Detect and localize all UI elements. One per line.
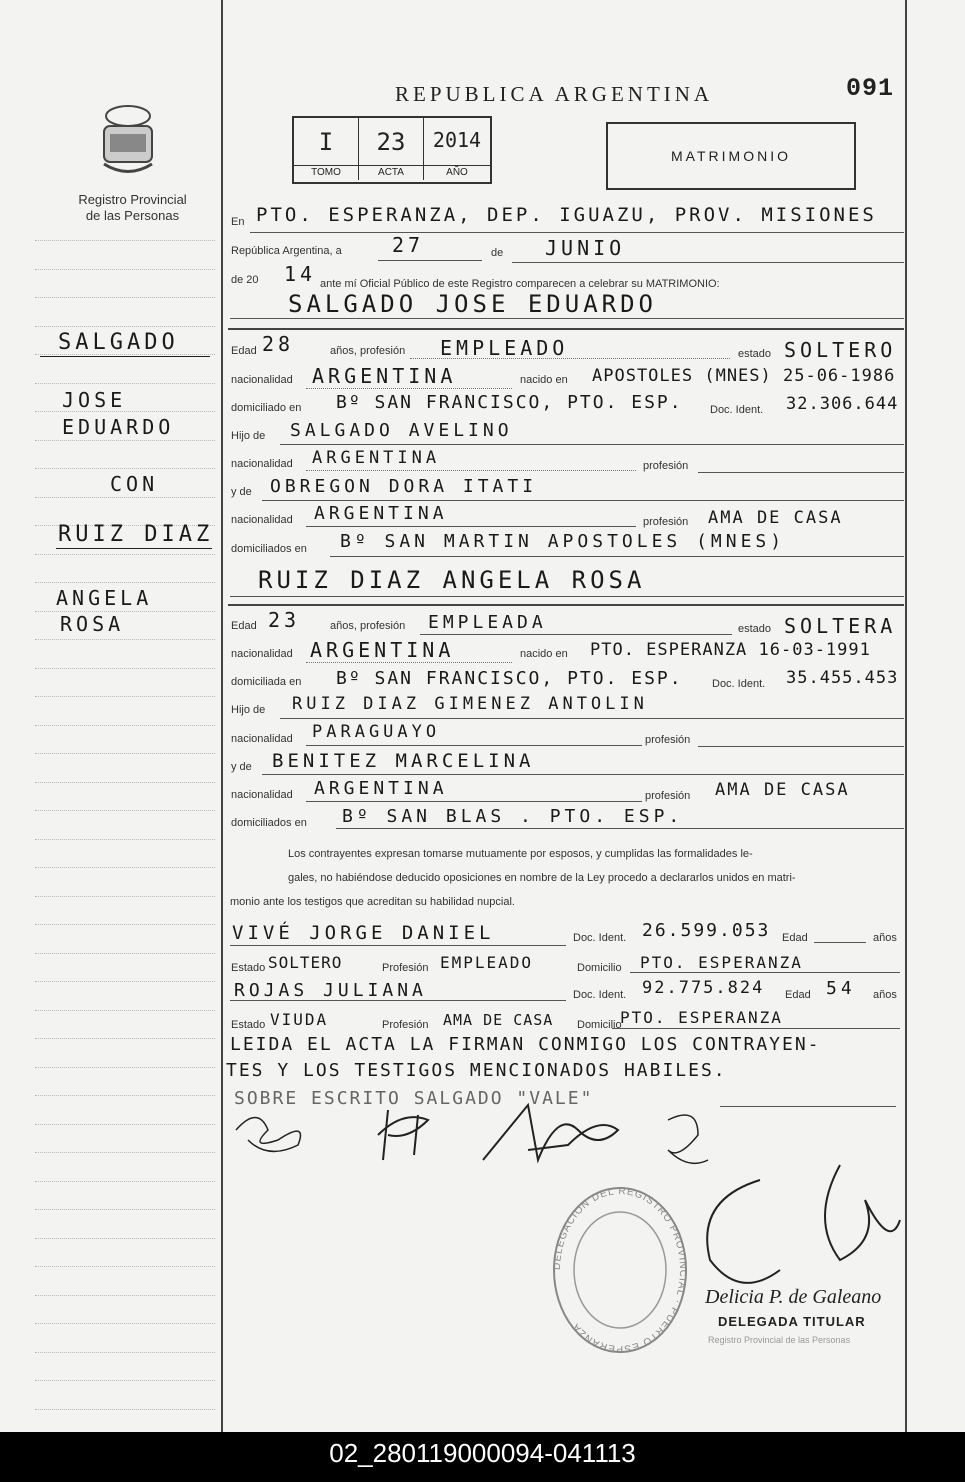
margin-ruled-line [35, 297, 215, 298]
padre-prof-line [698, 472, 904, 473]
acta-cell [359, 118, 424, 180]
groom-nacido: APOSTOLES (MNES) 25-06-1986 [592, 366, 896, 386]
bride-domicilio: Bº SAN FRANCISCO, PTO. ESP. [336, 668, 683, 689]
margin-bride-surname: RUIZ DIAZ [58, 522, 214, 547]
de-label: de [491, 247, 504, 259]
margin-ruled-line [35, 668, 215, 669]
groom-edad-label: Edad [231, 345, 257, 357]
margin-bride-name-2: ROSA [60, 612, 125, 636]
margin-ruled-line [35, 1295, 215, 1296]
bride-yde-label: y de [231, 761, 252, 773]
margin-ruled-line [35, 383, 215, 384]
bride-nacionalidad: ARGENTINA [310, 638, 455, 662]
witness1-doc: 26.599.053 [642, 920, 771, 941]
margin-ruled-line [35, 981, 215, 982]
witness2-edad: 54 [826, 978, 856, 999]
witness1-estado: SOLTERO [268, 953, 343, 972]
padre-prof-line [698, 746, 904, 747]
margin-underline [40, 356, 210, 357]
en-label: En [231, 216, 245, 228]
closing-line [720, 1106, 896, 1107]
margin-ruled-line [35, 468, 215, 469]
witness1-edad-label: Edad [782, 932, 808, 944]
witness-line [230, 945, 566, 946]
groom-dom-label: domiciliado en [231, 402, 302, 414]
witness2-domicilio: PTO. ESPERANZA [620, 1008, 783, 1027]
day-line [378, 260, 482, 261]
margin-ruled-line [35, 582, 215, 583]
groom-madre: OBREGON DORA ITATI [270, 476, 538, 497]
groom-padre-nac: ARGENTINA [312, 448, 441, 468]
bride-madre-nac-label: nacionalidad [231, 789, 293, 801]
groom-estado-label: estado [738, 348, 772, 360]
bride-madre-prof-label: profesión [645, 790, 691, 802]
witness1-doc-label: Doc. Ident. [573, 932, 627, 944]
bride-dom-label: domiciliada en [231, 676, 302, 688]
margin-ruled-line [35, 1409, 215, 1410]
witness2-profesion: AMA DE CASA [443, 1011, 554, 1029]
margin-ruled-line [35, 1038, 215, 1039]
margin-ruled-line [35, 326, 215, 327]
groom-full-name: SALGADO JOSE EDUARDO [288, 290, 657, 318]
padre-nac-line [306, 470, 636, 471]
margin-groom-surname: SALGADO [58, 330, 179, 355]
declaration-line-3: monio ante los testigos que acreditan su habilidad nupcial. [230, 896, 515, 908]
bride-estado-label: estado [738, 623, 772, 635]
groom-hijo-label: Hijo de [231, 430, 266, 442]
groom-profesion: EMPLEADO [440, 336, 569, 360]
groom-domicilio: Bº SAN FRANCISCO, PTO. ESP. [336, 392, 683, 413]
year-suffix: 14 [284, 262, 317, 286]
margin-underline [56, 548, 212, 549]
anio-value: 2014 [432, 128, 482, 152]
registry-name-line2: de las Personas [85, 208, 180, 223]
witness1-estado-label: Estado [231, 962, 266, 974]
name-line [230, 318, 904, 319]
month-value: JUNIO [545, 236, 626, 260]
svg-text:DELEGACION DEL REGISTRO PROVIN [552, 1186, 688, 1354]
witness-line [230, 1000, 566, 1001]
margin-bride-name-1: ANGELA [56, 586, 153, 610]
bride-profesion: EMPLEADA [428, 612, 547, 633]
registry-name-line1: Registro Provincial [78, 192, 187, 207]
bride-doc: 35.455.453 [786, 668, 899, 688]
declaration-line-1: Los contrayentes expresan tomarse mutuamente por esposos, y cumplidas las formalidades le- [288, 848, 753, 860]
bride-padre: RUIZ DIAZ GIMENEZ ANTOLIN [292, 694, 648, 714]
groom-nacionalidad: ARGENTINA [312, 364, 457, 388]
madre-nac-line [306, 526, 636, 527]
groom-doc: 32.306.644 [786, 394, 899, 414]
tomo-value: I [318, 128, 334, 156]
margin-ruled-line [35, 1380, 215, 1381]
margin-ruled-line [35, 953, 215, 954]
margin-ruled-line [35, 782, 215, 783]
document-code: 02_280119000094-041113 [0, 1432, 965, 1482]
tomo-label: TOMO [294, 165, 358, 180]
document-title: REPUBLICA ARGENTINA [395, 82, 714, 106]
groom-estado: SOLTERO [784, 338, 897, 362]
right-rule [905, 0, 907, 1432]
acta-label: ACTA [359, 165, 423, 180]
witness1-profesion: EMPLEADO [440, 953, 534, 972]
groom-profesion-label: años, profesión [330, 345, 406, 357]
margin-ruled-line [35, 440, 215, 441]
margin-ruled-line [35, 867, 215, 868]
margin-rule [221, 0, 223, 1432]
bride-padre-prof-label: profesión [645, 734, 691, 746]
margin-ruled-line [35, 725, 215, 726]
record-id-box [292, 116, 492, 184]
margin-ruled-line [35, 1181, 215, 1182]
margin-ruled-line [35, 269, 215, 270]
bride-nacido: PTO. ESPERANZA 16-03-1991 [590, 640, 871, 660]
profesion-line [410, 358, 730, 359]
section-separator [228, 328, 904, 330]
groom-yde-label: y de [231, 486, 252, 498]
bride-madre: BENITEZ MARCELINA [272, 750, 535, 772]
bride-nac-label: nacionalidad [231, 648, 293, 660]
margin-ruled-line [35, 1152, 215, 1153]
groom-doc-label: Doc. Ident. [710, 404, 764, 416]
margin-ruled-line [35, 753, 215, 754]
closing-line-2: TES Y LOS TESTIGOS MENCIONADOS HABILES. [226, 1060, 727, 1081]
groom-padres-domicilio: Bº SAN MARTIN APOSTOLES (MNES) [340, 531, 786, 552]
margin-ruled-line [35, 1124, 215, 1125]
witness1-domicilio-label: Domicilio [577, 962, 622, 974]
margin-groom-name-2: EDUARDO [62, 415, 175, 439]
place-line [250, 232, 904, 233]
province-logo [98, 104, 158, 182]
witness2-estado: VIUDA [270, 1010, 329, 1029]
year-prefix: de 20 [231, 274, 259, 286]
day-value: 27 [392, 233, 425, 257]
padre-nac-line [306, 745, 642, 746]
bride-madre-nac: ARGENTINA [314, 778, 448, 799]
bride-doc-label: Doc. Ident. [712, 678, 766, 690]
declaration-line-2: gales, no habiéndose deducido oposiciones en nombre de la Ley procedo a declararlos unidos en matri- [288, 872, 796, 884]
edad-line [814, 942, 866, 943]
groom-nacido-label: nacido en [520, 374, 568, 386]
margin-ruled-line [35, 1238, 215, 1239]
month-line [512, 262, 904, 263]
bride-padres-domicilio: Bº SAN BLAS . PTO. ESP. [342, 806, 684, 827]
acta-value: 23 [376, 128, 406, 156]
acta-number: 091 [846, 74, 895, 103]
margin-ruled-line [35, 810, 215, 811]
margin-ruled-line [35, 1095, 215, 1096]
margin-ruled-line [35, 1266, 215, 1267]
name-line [230, 596, 904, 597]
groom-madre-nac: ARGENTINA [314, 503, 448, 524]
closing-line-1: LEIDA EL ACTA LA FIRMAN CONMIGO LOS CONTRAYEN- [230, 1034, 821, 1055]
witness2-profesion-label: Profesión [382, 1019, 429, 1031]
bride-edad-label: Edad [231, 620, 257, 632]
profesion-line [420, 634, 732, 635]
witness1-profesion-label: Profesión [382, 962, 429, 974]
margin-groom-name-1: JOSE [62, 388, 127, 412]
padres-dom-line [336, 828, 904, 829]
margin-ruled-line [35, 1010, 215, 1011]
place-value: PTO. ESPERANZA, DEP. IGUAZU, PROV. MISIONES [256, 204, 877, 226]
bride-dom-padres-label: domiciliados en [231, 817, 307, 829]
groom-padre: SALGADO AVELINO [290, 420, 513, 441]
officer-name: Delicia P. de Galeano [705, 1286, 882, 1308]
bride-edad: 23 [268, 608, 301, 632]
witness1-domicilio: PTO. ESPERANZA [640, 953, 803, 972]
margin-ruled-line [35, 639, 215, 640]
margin-ruled-line [35, 554, 215, 555]
bride-padre-nac: PARAGUAYO [312, 722, 441, 742]
signatures [228, 1100, 728, 1180]
groom-edad: 28 [262, 332, 295, 356]
groom-madre-prof-label: profesión [643, 516, 689, 528]
witness2-doc-label: Doc. Ident. [573, 989, 627, 1001]
margin-connector: CON [110, 472, 159, 496]
anio-cell [424, 118, 490, 180]
padre-line [280, 718, 904, 719]
madre-line [262, 774, 904, 775]
witness1-name: VIVÉ JORGE DANIEL [232, 922, 495, 944]
margin-ruled-line [35, 497, 215, 498]
closing-line-3: SOBRE ESCRITO SALGADO "VALE" [234, 1088, 594, 1109]
bride-nacido-label: nacido en [520, 648, 568, 660]
margin-ruled-line [35, 1352, 215, 1353]
groom-madre-nac-label: nacionalidad [231, 514, 293, 526]
document-type: MATRIMONIO [606, 122, 856, 190]
bride-hijo-label: Hijo de [231, 704, 266, 716]
witness2-doc: 92.775.824 [642, 978, 765, 998]
nac-line [306, 388, 512, 389]
padre-line [280, 444, 904, 445]
madre-line [262, 500, 904, 501]
declaration-text [230, 842, 900, 914]
domicilio-line [612, 1028, 900, 1029]
margin-ruled-line [35, 839, 215, 840]
witness2-domicilio-label: Domicilio [577, 1019, 622, 1031]
groom-dom-padres-label: domiciliados en [231, 543, 307, 555]
tomo-cell [294, 118, 359, 180]
section-separator [228, 604, 904, 606]
bride-estado: SOLTERA [784, 614, 897, 638]
margin-ruled-line [35, 1067, 215, 1068]
witness2-signature [668, 1115, 708, 1163]
margin-ruled-line [35, 696, 215, 697]
witness2-name: ROJAS JULIANA [234, 980, 427, 1001]
officer-title: DELEGADA TITULAR [718, 1314, 866, 1329]
margin-ruled-line [35, 1209, 215, 1210]
bride-signature [378, 1110, 428, 1160]
republica-label: República Argentina, a [231, 245, 342, 257]
bride-profesion-label: años, profesión [330, 620, 406, 632]
witness2-edad-label: Edad [785, 989, 811, 1001]
registry-name [60, 192, 205, 224]
domicilio-line [630, 972, 900, 973]
witness1-anos-label: años [873, 932, 897, 944]
nac-line [306, 662, 512, 663]
margin-ruled-line [35, 896, 215, 897]
groom-signature [236, 1118, 301, 1152]
official-seal [550, 1185, 690, 1355]
groom-padre-prof-label: profesión [643, 460, 689, 472]
officer-registry: Registro Provincial de las Personas [708, 1335, 851, 1345]
margin-ruled-line [35, 1323, 215, 1324]
witness1-signature [483, 1105, 618, 1160]
margin-ruled-line [35, 240, 215, 241]
seal-text: DELEGACION DEL REGISTRO PROVINCIAL · PUERTO ESPERANZA [551, 1185, 689, 1355]
officer-text: ante mí Oficial Público de este Registro comparecen a celebrar su MATRIMONIO: [320, 278, 720, 290]
margin-ruled-line [35, 924, 215, 925]
anio-label: AÑO [424, 165, 490, 180]
bride-madre-prof: AMA DE CASA [715, 780, 850, 800]
groom-nac-label: nacionalidad [231, 374, 293, 386]
padres-dom-line [330, 556, 904, 557]
witness2-estado-label: Estado [231, 1019, 266, 1031]
bride-full-name: RUIZ DIAZ ANGELA ROSA [258, 566, 646, 594]
groom-madre-prof: AMA DE CASA [708, 508, 843, 528]
officer-signature [690, 1160, 905, 1300]
groom-padre-nac-label: nacionalidad [231, 458, 293, 470]
witness2-anos-label: años [873, 989, 897, 1001]
bride-padre-nac-label: nacionalidad [231, 733, 293, 745]
madre-nac-line [306, 801, 642, 802]
